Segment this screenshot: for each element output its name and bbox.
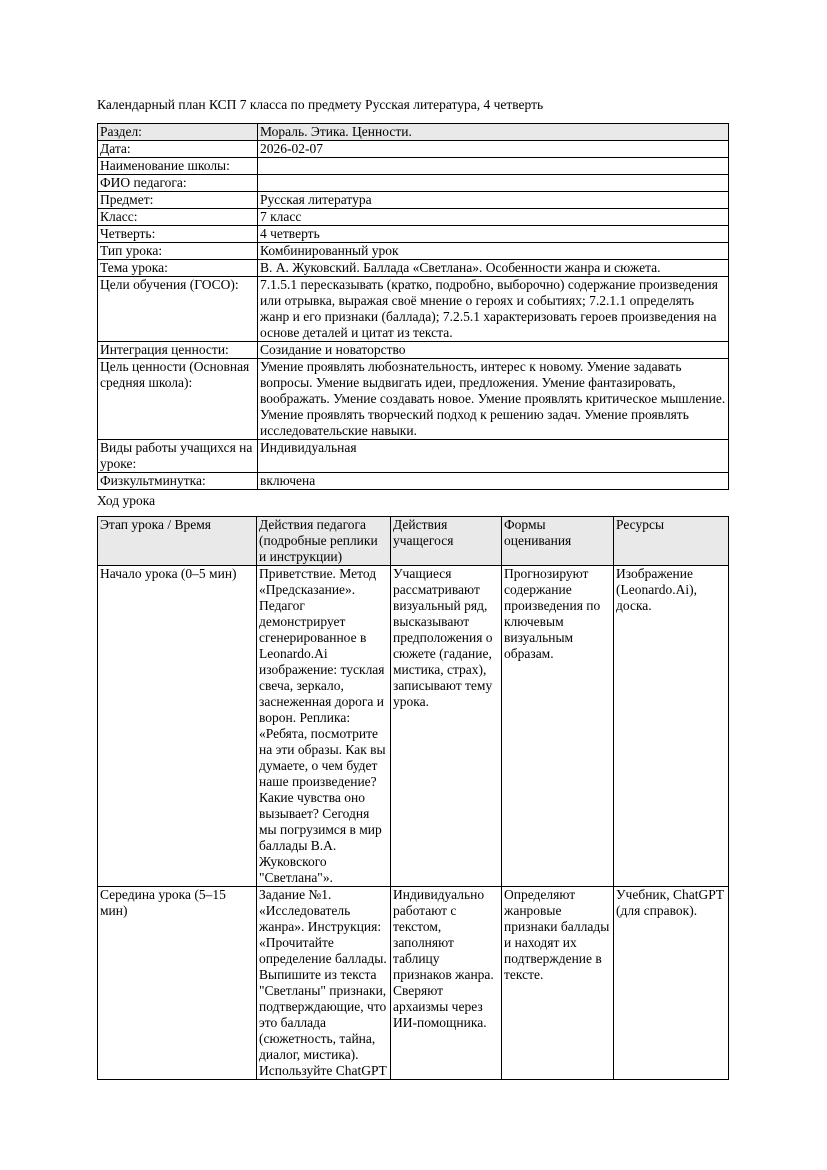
cell-assessment: Определяют жанровые признаки баллады и находят их подтверждение в тексте. (502, 887, 614, 1080)
table-row (98, 473, 729, 490)
info-label-razdel: Раздел: (98, 124, 258, 141)
info-label-class: Класс: (98, 209, 258, 226)
header-assessment-forms: Формы оценивания (502, 517, 614, 566)
table-row (98, 141, 729, 158)
table-row (98, 566, 729, 887)
table-row (98, 209, 729, 226)
info-label-school: Наименование школы: (98, 158, 258, 175)
cell-teacher-actions: Приветствие. Метод «Предсказание». Педагог демонстрирует сгенерированное в Leonardo.Ai изображение: тусклая свеча, зеркало, заснеженная дорога и ворон. Реплика: «Ребята, посмотрите на эти образы. Как вы думаете, о чем будет наше произведение? Какие чувства оно вызывает? Сегодня мы погрузимся в мир баллады В.А. Жуковского "Светлана"». (257, 566, 391, 887)
info-value-quarter: 4 четверть (258, 226, 729, 243)
table-row (98, 226, 729, 243)
lesson-flow-table (97, 516, 729, 1080)
info-label-subject: Предмет: (98, 192, 258, 209)
cell-stage: Середина урока (5–15 мин) (98, 887, 257, 1080)
cell-student-actions: Учащиеся рассматривают визуальный ряд, высказывают предположения о сюжете (гадание, мистика, страх), записывают тему урока. (391, 566, 502, 887)
lesson-info-table (97, 123, 729, 490)
info-label-values-goal: Цель ценности (Основная средняя школа): (98, 359, 258, 440)
info-value-school (258, 158, 729, 175)
table-row (98, 158, 729, 175)
header-teacher-actions: Действия педагога (подробные реплики и инструкции) (257, 517, 391, 566)
cell-teacher-actions: Задание №1. «Исследователь жанра». Инструкция: «Прочитайте определение баллады. Выпишите из текста "Светланы" признаки, подтверждающие, что это баллада (сюжетность, тайна, диалог, мистика). Используйте ChatGPT (257, 887, 391, 1080)
info-label-lesson-type: Тип урока: (98, 243, 258, 260)
info-value-teacher-name (258, 175, 729, 192)
table-row (98, 260, 729, 277)
info-value-subject: Русская литература (258, 192, 729, 209)
info-value-data: 2026-02-07 (258, 141, 729, 158)
table-row (98, 440, 729, 473)
document-title: Календарный план КСП 7 класса по предмету Русская литература, 4 четверть (97, 97, 544, 112)
info-label-quarter: Четверть: (98, 226, 258, 243)
table-row (98, 277, 729, 342)
info-label-goals: Цели обучения (ГОСО): (98, 277, 258, 342)
table-row (98, 342, 729, 359)
info-value-values-integration: Созидание и новаторство (258, 342, 729, 359)
table-row (98, 124, 729, 141)
table-row (98, 192, 729, 209)
cell-resources: Учебник, ChatGPT (для справок). (614, 887, 729, 1080)
info-value-goals: 7.1.5.1 пересказывать (кратко, подробно, выборочно) содержание произведения или отрывка, выражая своё мнение о героях и событиях; 7.2.1.1 определять жанр и его признаки (баллада); 7.2.5.1 характеризовать героев произведения на основе деталей и цитат из текста. (258, 277, 729, 342)
info-label-physical-minute: Физкультминутка: (98, 473, 258, 490)
info-value-lesson-type: Комбинированный урок (258, 243, 729, 260)
table-header-row (98, 517, 729, 566)
table-row (98, 359, 729, 440)
info-label-lesson-topic: Тема урока: (98, 260, 258, 277)
info-value-work-types: Индивидуальная (258, 440, 729, 473)
cell-stage: Начало урока (0–5 мин) (98, 566, 257, 887)
info-value-lesson-topic: В. А. Жуковский. Баллада «Светлана». Особенности жанра и сюжета. (258, 260, 729, 277)
info-label-data: Дата: (98, 141, 258, 158)
info-label-teacher-name: ФИО педагога: (98, 175, 258, 192)
info-value-values-goal: Умение проявлять любознательность, интерес к новому. Умение задавать вопросы. Умение выдвигать идеи, предложения. Умение фантазировать, воображать. Умение создавать новое. Умение проявлять критическое мышление. Умение проявлять творческий подход к решению задач. Умение проявлять исследовательские навыки. (258, 359, 729, 440)
header-resources: Ресурсы (614, 517, 729, 566)
info-label-values-integration: Интеграция ценности: (98, 342, 258, 359)
info-value-razdel: Мораль. Этика. Ценности. (258, 124, 729, 141)
info-value-class: 7 класс (258, 209, 729, 226)
header-student-actions: Действия учащегося (391, 517, 502, 566)
cell-student-actions: Индивидуально работают с текстом, заполняют таблицу признаков жанра. Сверяют архаизмы через ИИ-помощника. (391, 887, 502, 1080)
header-stage-time: Этап урока / Время (98, 517, 257, 566)
section-heading-lesson-flow: Ход урока (97, 493, 156, 508)
info-value-physical-minute: включена (258, 473, 729, 490)
cell-resources: Изображение (Leonardo.Ai), доска. (614, 566, 729, 887)
info-label-work-types: Виды работы учащихся на уроке: (98, 440, 258, 473)
table-row (98, 887, 729, 1080)
table-row (98, 175, 729, 192)
table-row (98, 243, 729, 260)
cell-assessment: Прогнозируют содержание произведения по ключевым визуальным образам. (502, 566, 614, 887)
